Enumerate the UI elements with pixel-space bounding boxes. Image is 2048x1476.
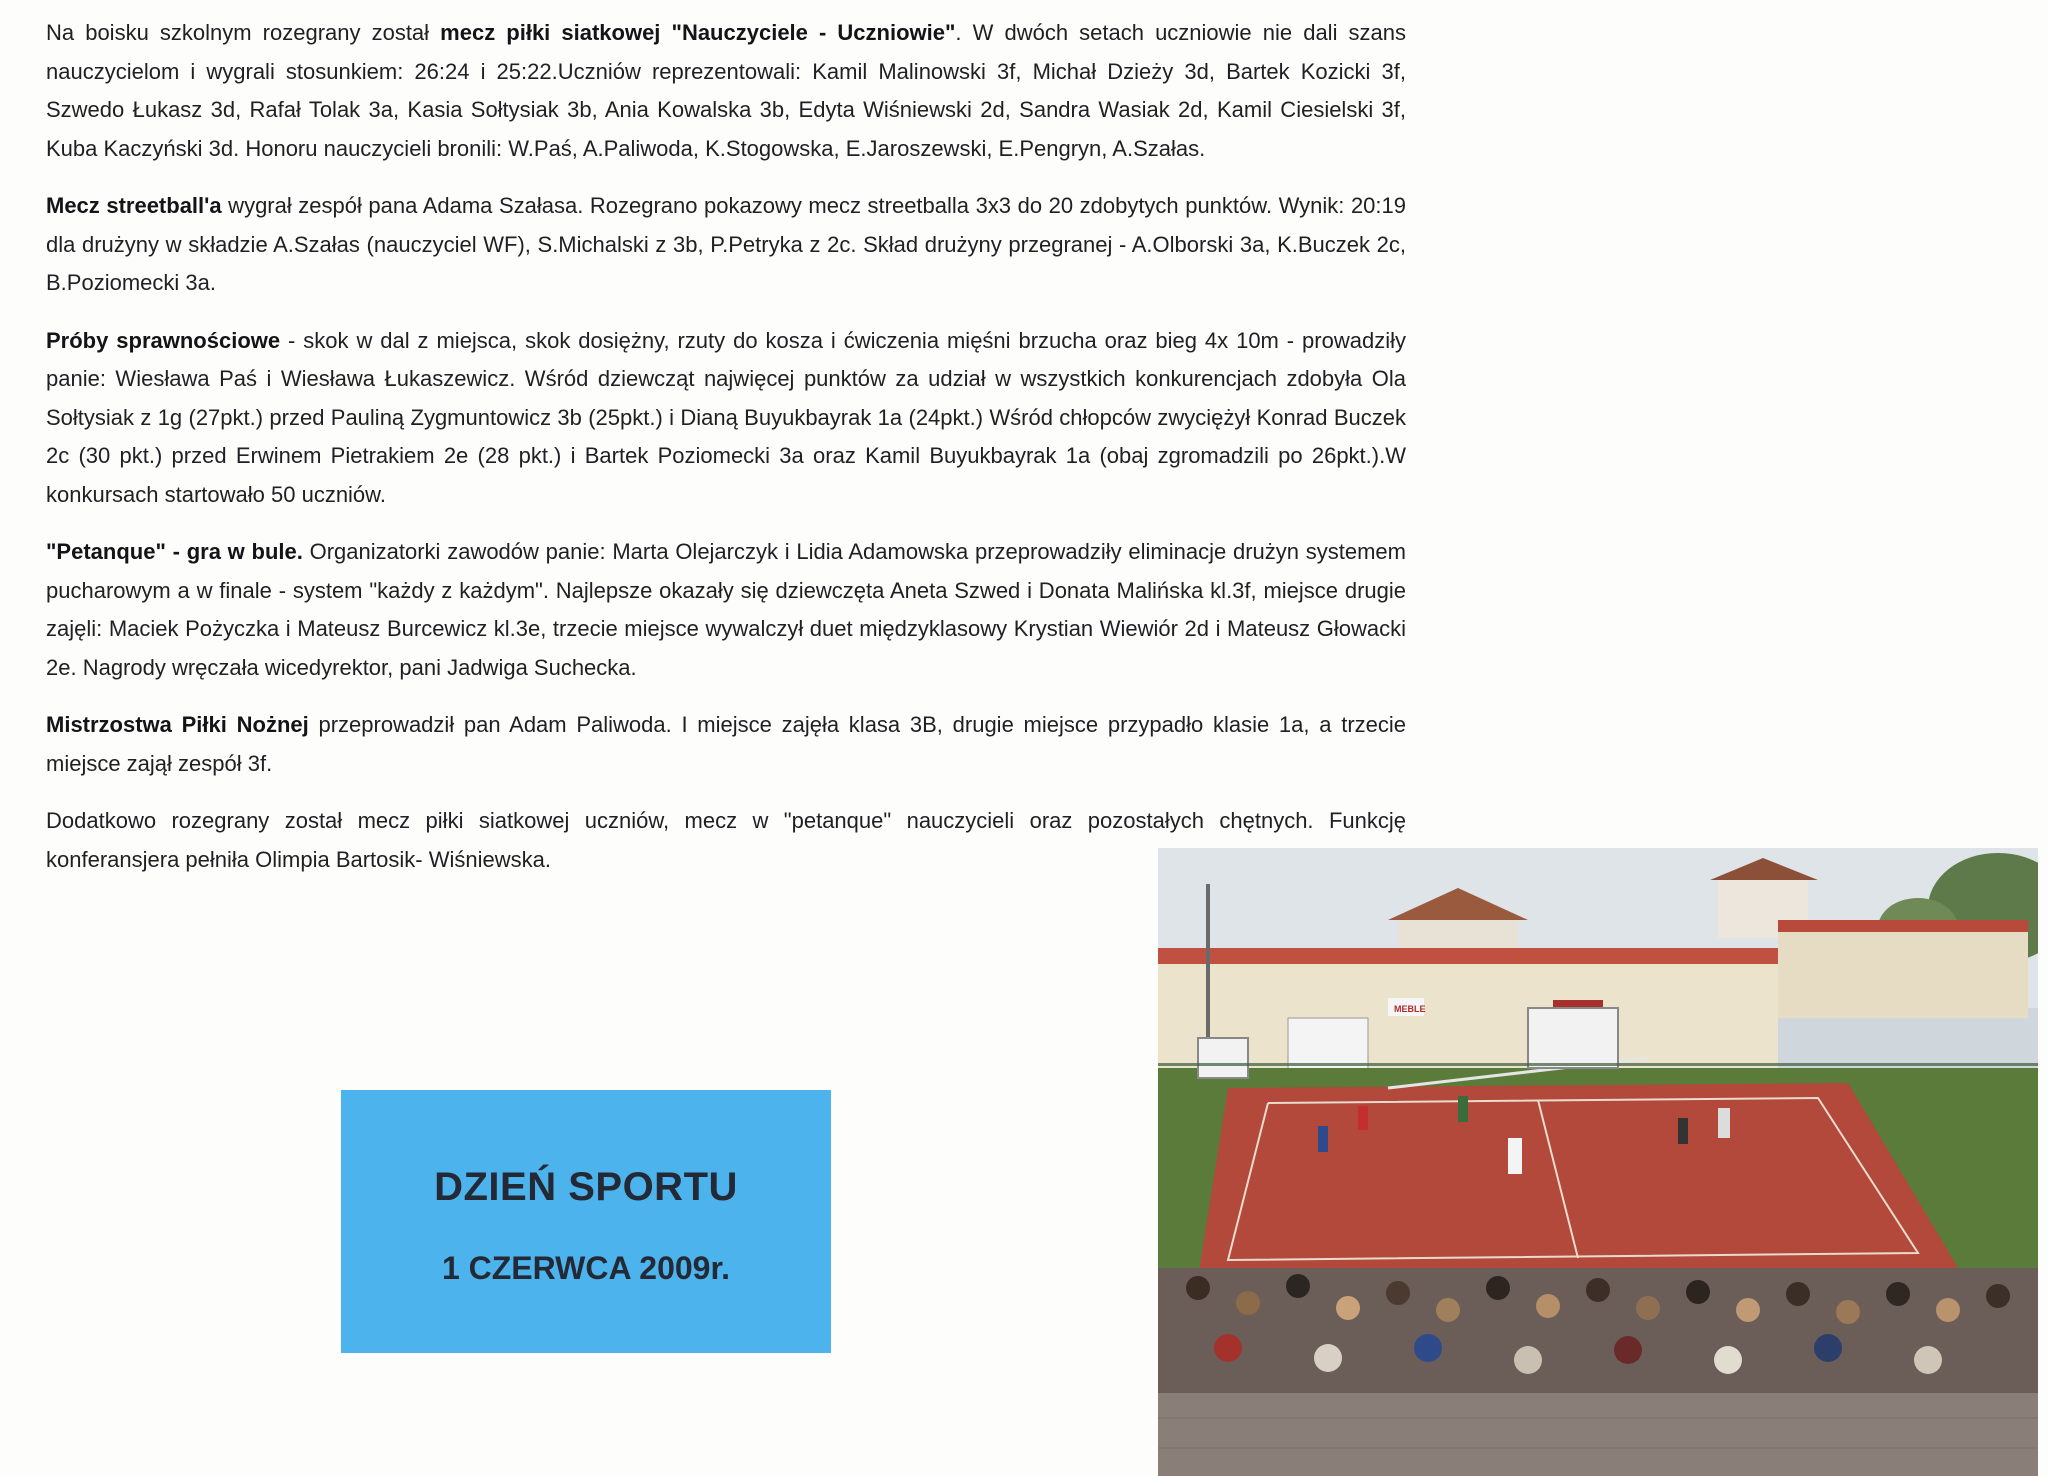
building-roof (1158, 948, 1778, 964)
paragraph-football (46, 706, 1406, 783)
paragraph-body: wygrał zespół pana Adama Szałasa. Rozegrano pokazowy mecz streetballa 3x3 do 20 zdobytych punktów. Wynik: 20:19 dla drużyny w składzie A.Szałas (nauczyciel WF), S.Michalski z 3b, P.Petryka z 2c. Skład drużyny przegranej - A.Olborski 3a, K.Buczek 2c, B.Poziomecki 3a. (46, 193, 1406, 295)
paragraph-heading-volleyball: mecz piłki siatkowej "Nauczyciele - Uczniowie" (440, 20, 956, 45)
paragraph-volleyball (46, 14, 1406, 168)
paragraph-lead: Na boisku szkolnym rozegrany został (46, 20, 441, 45)
event-date: 1 CZERWCA 2009r. (441, 1249, 731, 1286)
paragraph-body: - skok w dal z miejsca, skok dosiężny, rzuty do kosza i ćwiczenia mięśni brzucha oraz bieg 4x 10m - prowadziły panie: Wiesława Paś i Wiesława Łukaszewicz. Wśród dziewcząt najwięcej punktów za udział w wszystkich konkurencjach zdobyła Ola Sołtysiak z 1g (27pkt.) przed Pauliną Zygmuntowicz 3b (25pkt.) i Dianą Buyukbayrak 1a (24pkt.) Wśród chłopców zwyciężył Konrad Buczek 2c (30 pkt.) przed Erwinem Pietrakiem 2e (28 pkt.) i Bartek Poziomecki 3a oraz Kamil Buyukbayrak 1a (obaj zgromadzili po 26pkt.).W konkursach startowało 50 uczniów. (46, 327, 1406, 507)
player (1678, 1118, 1688, 1144)
player (1718, 1108, 1730, 1138)
backboard (1528, 1008, 1618, 1068)
paragraph-heading-streetball: Mecz streetball'a (46, 193, 222, 218)
player (1358, 1106, 1368, 1130)
paragraph-body: . W dwóch setach uczniowie nie dali szans nauczycielom i wygrali stosunkiem: 26:24 i 25:22.Uczniów reprezentowali: Kamil Malinowski 3f, Michał Dzieży 3d, Bartek Kozicki 3f, Szwedo Łukasz 3d, Rafał Tolak 3a, Kasia Sołtysiak 3b, Ania Kowalska 3b, Edyta Wiśniewski 2d, Sandra Wasiak 2d, Kamil Ciesielski 3f, Kuba Kaczyński 3d. Honoru nauczycieli bronili: W.Paś, A.Paliwoda, K.Stogowska, E.Jaroszewski, E.Pengryn, A.Szałas. (46, 20, 1407, 161)
sports-court (1198, 1083, 1958, 1278)
sports-court-photo-illustration (1158, 848, 2038, 1476)
player (1508, 1138, 1522, 1174)
paragraph-heading-fitness: Próby sprawnościowe (46, 327, 281, 353)
paragraph-heading-petanque: "Petanque" - gra w bule. (46, 539, 303, 564)
paragraph-streetball (46, 187, 1406, 303)
white-truck (1288, 1018, 1368, 1070)
backboard (1198, 1038, 1248, 1078)
paragraph-petanque (46, 533, 1406, 687)
paragraph-body: Organizatorki zawodów panie: Marta Olejarczyk i Lidia Adamowska przeprowadziły eliminacje drużyn systemem pucharowym a w finale - system "każdy z każdym". Najlepsze okazały się dziewczęta Aneta Szwed i Donata Malińska kl.3f, miejsce drugie zajęli: Maciek Pożyczka i Mateusz Burcewicz kl.3e, trzecie miejsce wywalczył duet międzyklasowy Krystian Wiewiór 2d i Mateusz Głowacki 2e. Nagrody wręczała wicedyrektor, pani Jadwiga Suchecka. (46, 539, 1406, 680)
fence (1158, 1063, 2038, 1066)
player (1458, 1096, 1468, 1122)
player (1318, 1126, 1328, 1152)
paragraph-heading-football: Mistrzostwa Piłki Nożnej (46, 712, 309, 737)
paved-walkway (1158, 1393, 2038, 1476)
garage-roof (1778, 920, 2028, 932)
article-text (46, 14, 1406, 898)
event-title: DZIEŃ SPORTU (434, 1164, 738, 1209)
shop-sign-text: MEBLE (1394, 1004, 1426, 1014)
school-building (1158, 958, 1778, 1078)
event-photo (1158, 848, 2038, 1476)
title-card (341, 1090, 831, 1353)
paragraph-fitness-tests (46, 322, 1406, 515)
paragraph-body: przeprowadził pan Adam Paliwoda. I miejsce zajęła klasa 3B, drugie miejsce przypadło klasie 1a, a trzecie miejsce zajął zespół 3f. (46, 712, 1406, 776)
paragraph-body: Dodatkowo rozegrany został mecz piłki siatkowej uczniów, mecz w "petanque" nauczycieli oraz pozostałych chętnych. Funkcję konferansjera pełniła Olimpia Bartosik- Wiśniewska. (46, 808, 1406, 872)
garage-building (1778, 928, 2028, 1018)
